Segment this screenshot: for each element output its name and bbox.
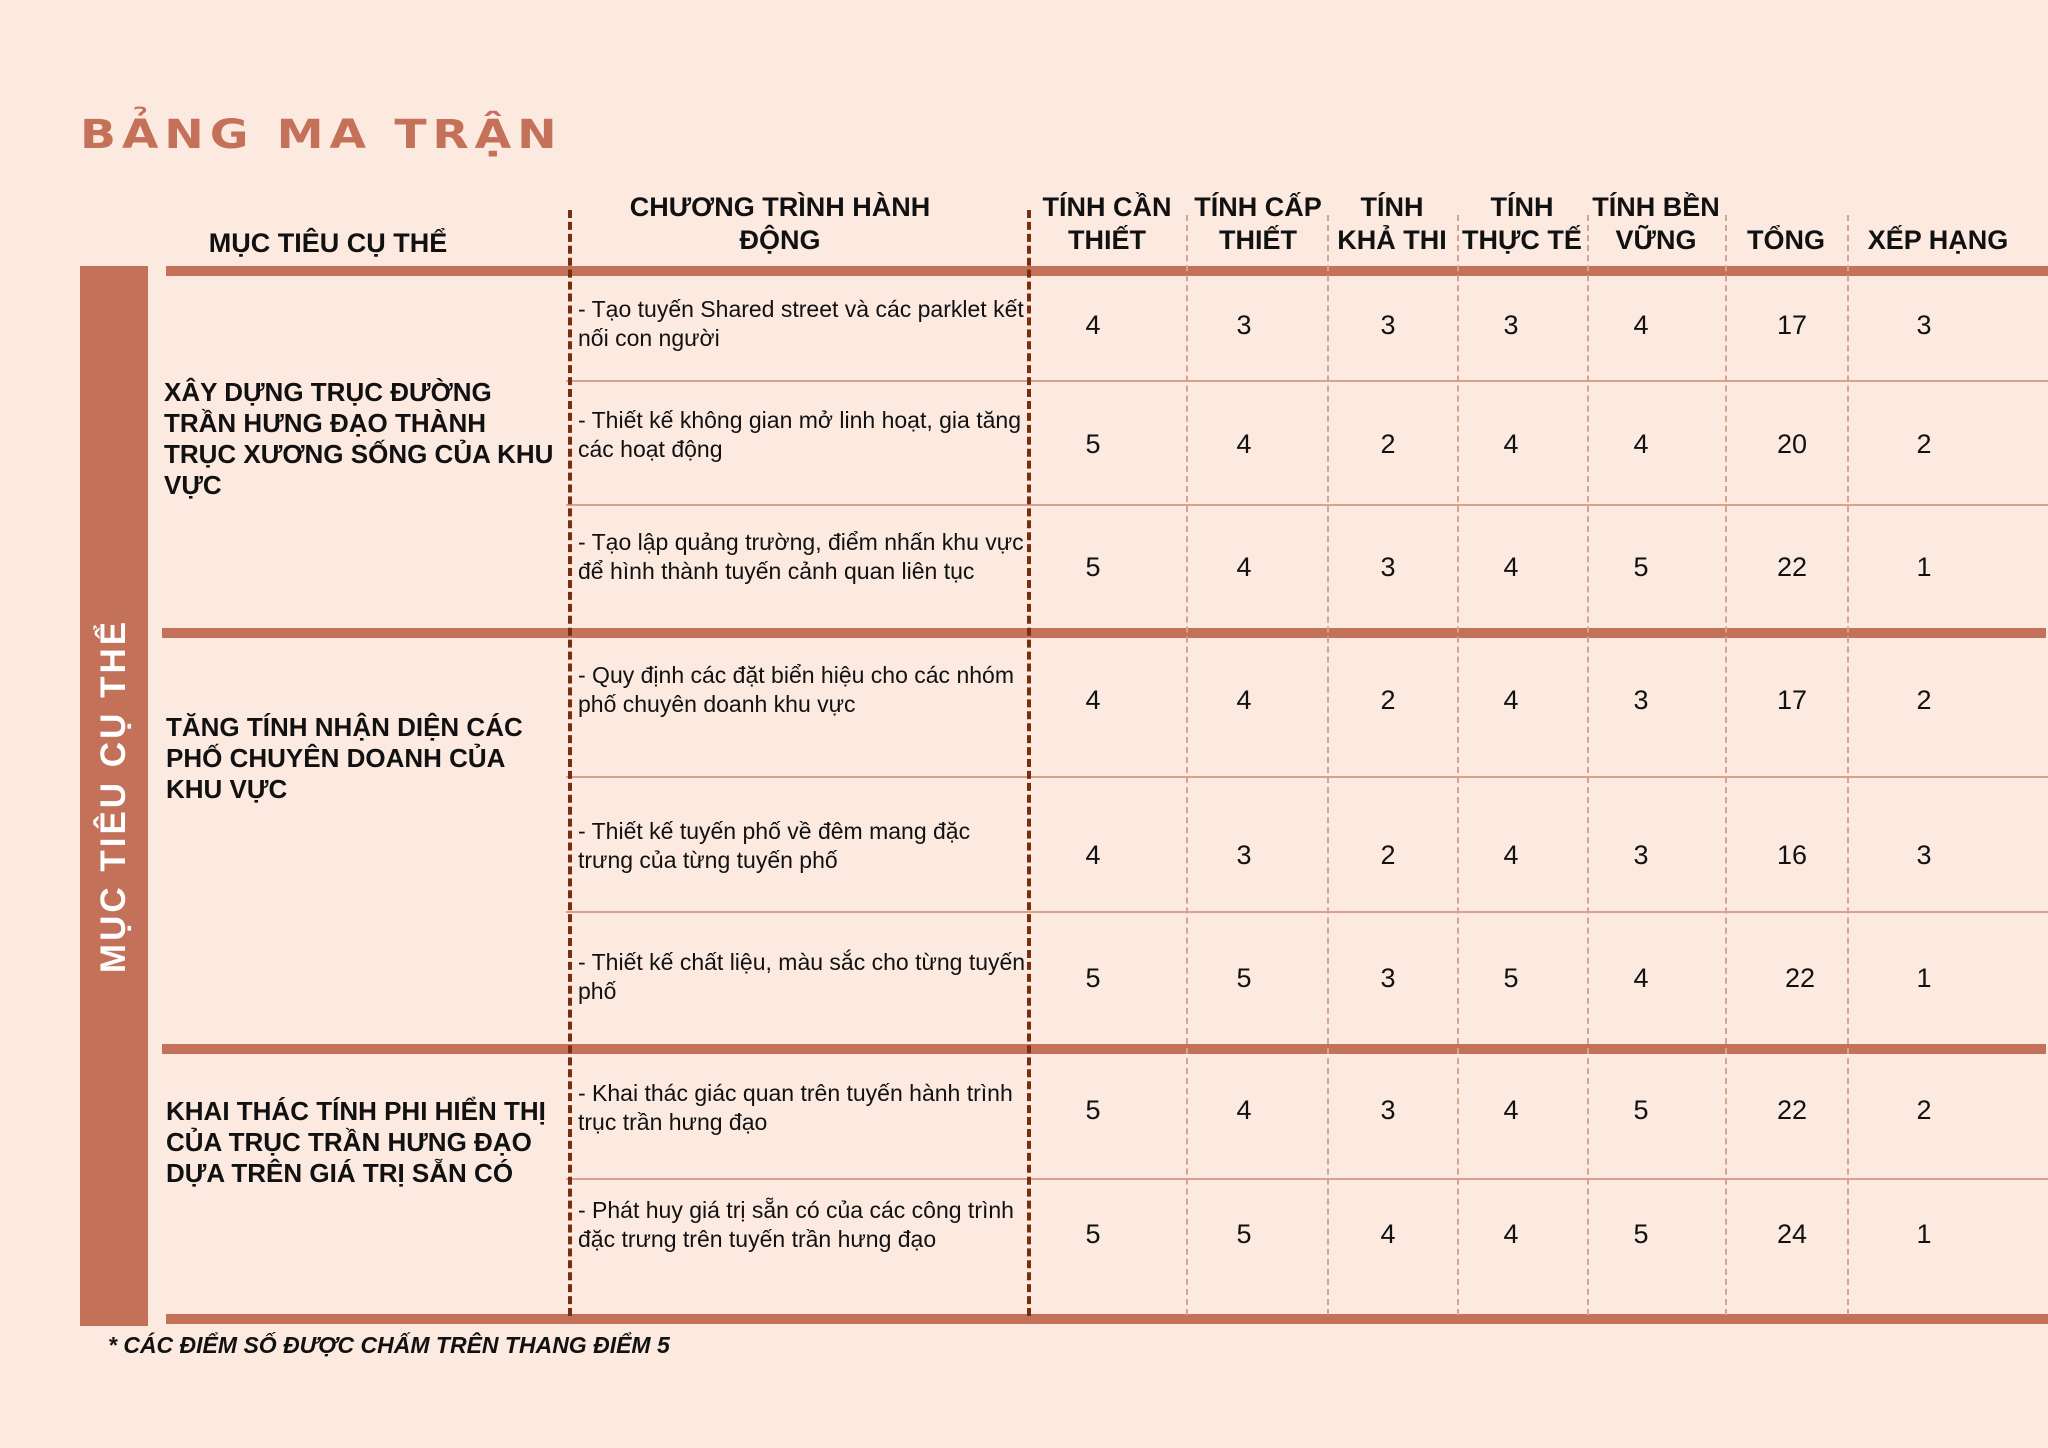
rank: 2: [1916, 429, 1932, 459]
table-bottom-rule: [166, 1314, 2048, 1324]
rank: 3: [1916, 840, 1932, 870]
action-program: - Tạo lập quảng trường, điểm nhấn khu vực để hình thành tuyến cảnh quan liên tục: [578, 529, 1024, 584]
rank: 1: [1916, 552, 1932, 582]
column-divider: [568, 210, 572, 1316]
column-divider: [1847, 215, 1849, 1315]
rank: 1: [1916, 1219, 1932, 1249]
score-can-thiet: 5: [1085, 429, 1101, 459]
rank: 3: [1916, 310, 1932, 340]
action-program: - Thiết kế tuyến phố về đêm mang đặc trưng của từng tuyến phố: [578, 818, 971, 873]
header-ben-vung: TÍNH BỀN VỮNG: [1592, 192, 1720, 255]
header-xep-hang: XẾP HẠNG: [1867, 225, 2009, 255]
group-goal-1: XÂY DỰNG TRỤC ĐƯỜNG TRẦN HƯNG ĐẠO THÀNH TRỤC XƯƠNG SỐNG CỦA KHU VỰC: [164, 377, 554, 500]
score-ben-vung: 3: [1633, 685, 1649, 715]
score-thuc-te: 4: [1503, 840, 1519, 870]
score-kha-thi: 3: [1380, 310, 1396, 340]
score-kha-thi: 2: [1380, 429, 1396, 459]
score-kha-thi: 4: [1380, 1219, 1396, 1249]
group-divider-1: [162, 628, 2046, 638]
action-program: - Thiết kế không gian mở linh hoạt, gia tăng các hoạt động: [578, 407, 1021, 462]
group-goal-2: TĂNG TÍNH NHẬN DIỆN CÁC PHỐ CHUYÊN DOANH CỦA KHU VỰC: [166, 712, 523, 804]
header-kha-thi: TÍNH KHẢ THI: [1337, 192, 1447, 255]
header-chuong-trinh: CHƯƠNG TRÌNH HÀNH ĐỘNG: [629, 192, 931, 255]
score-thuc-te: 4: [1503, 685, 1519, 715]
score-cap-thiet: 4: [1236, 552, 1252, 582]
row-separator: [566, 380, 2048, 382]
score-total: 24: [1776, 1219, 1808, 1249]
column-divider: [1457, 215, 1459, 1315]
column-divider: [1327, 215, 1329, 1315]
header-muc-tieu: MỤC TIÊU CỤ THỂ: [208, 228, 448, 258]
group-divider-2: [162, 1044, 2046, 1054]
score-total: 17: [1776, 685, 1808, 715]
row-separator: [566, 776, 2048, 778]
row-separator: [566, 504, 2048, 506]
header-rule: [166, 266, 2048, 276]
score-kha-thi: 3: [1380, 963, 1396, 993]
score-thuc-te: 5: [1503, 963, 1519, 993]
column-divider: [1725, 215, 1727, 1315]
action-program: - Tạo tuyến Shared street và các parklet kết nối con người: [578, 296, 1024, 351]
action-program: - Phát huy giá trị sẵn có của các công trình đặc trưng trên tuyến trần hưng đạo: [578, 1197, 1014, 1252]
score-thuc-te: 4: [1503, 1095, 1519, 1125]
row-separator: [566, 911, 2048, 913]
column-divider: [1186, 215, 1188, 1315]
side-label: MỤC TIÊU CỤ THỂ: [94, 618, 133, 974]
score-total: 16: [1776, 840, 1808, 870]
action-program: - Quy định các đặt biển hiệu cho các nhóm phố chuyên doanh khu vực: [578, 662, 1014, 717]
rank: 2: [1916, 1095, 1932, 1125]
score-cap-thiet: 3: [1236, 310, 1252, 340]
rank: 2: [1916, 685, 1932, 715]
score-cap-thiet: 5: [1236, 963, 1252, 993]
score-total: 17: [1776, 310, 1808, 340]
score-cap-thiet: 4: [1236, 685, 1252, 715]
row-separator: [566, 1178, 2048, 1180]
score-can-thiet: 4: [1085, 310, 1101, 340]
score-total: 22: [1776, 1095, 1808, 1125]
score-can-thiet: 5: [1085, 552, 1101, 582]
header-can-thiet: TÍNH CẦN THIẾT: [1042, 192, 1172, 255]
action-program: - Thiết kế chất liệu, màu sắc cho từng tuyến phố: [578, 949, 1026, 1004]
score-thuc-te: 4: [1503, 552, 1519, 582]
score-cap-thiet: 5: [1236, 1219, 1252, 1249]
score-thuc-te: 4: [1503, 429, 1519, 459]
score-can-thiet: 4: [1085, 685, 1101, 715]
action-program: - Khai thác giác quan trên tuyến hành trình trục trần hưng đạo: [578, 1080, 1013, 1135]
score-thuc-te: 3: [1503, 310, 1519, 340]
score-kha-thi: 3: [1380, 1095, 1396, 1125]
score-total: 20: [1776, 429, 1808, 459]
footnote: * CÁC ĐIỂM SỐ ĐƯỢC CHẤM TRÊN THANG ĐIỂM 5: [108, 1332, 670, 1358]
group-goal-3: KHAI THÁC TÍNH PHI HIỂN THỊ CỦA TRỤC TRẦN HƯNG ĐẠO DỰA TRÊN GIÁ TRỊ SẴN CÓ: [166, 1096, 546, 1188]
score-ben-vung: 4: [1633, 963, 1649, 993]
score-kha-thi: 2: [1380, 840, 1396, 870]
column-divider: [1027, 210, 1031, 1316]
score-can-thiet: 4: [1085, 840, 1101, 870]
score-ben-vung: 5: [1633, 1095, 1649, 1125]
header-tong: TỔNG: [1747, 225, 1825, 255]
score-can-thiet: 5: [1085, 1219, 1101, 1249]
score-ben-vung: 5: [1633, 1219, 1649, 1249]
score-cap-thiet: 3: [1236, 840, 1252, 870]
score-kha-thi: 2: [1380, 685, 1396, 715]
score-can-thiet: 5: [1085, 963, 1101, 993]
header-cap-thiet: TÍNH CẤP THIẾT: [1194, 192, 1322, 255]
score-ben-vung: 3: [1633, 840, 1649, 870]
column-divider: [1587, 215, 1589, 1315]
header-thuc-te: TÍNH THỰC TẾ: [1462, 192, 1582, 255]
score-thuc-te: 4: [1503, 1219, 1519, 1249]
page-title: BẢNG MA TRẬN: [80, 112, 563, 158]
score-total: 22: [1784, 963, 1816, 993]
score-cap-thiet: 4: [1236, 1095, 1252, 1125]
score-can-thiet: 5: [1085, 1095, 1101, 1125]
score-total: 22: [1776, 552, 1808, 582]
score-ben-vung: 4: [1633, 429, 1649, 459]
score-ben-vung: 5: [1633, 552, 1649, 582]
score-ben-vung: 4: [1633, 310, 1649, 340]
score-cap-thiet: 4: [1236, 429, 1252, 459]
rank: 1: [1916, 963, 1932, 993]
score-kha-thi: 3: [1380, 552, 1396, 582]
